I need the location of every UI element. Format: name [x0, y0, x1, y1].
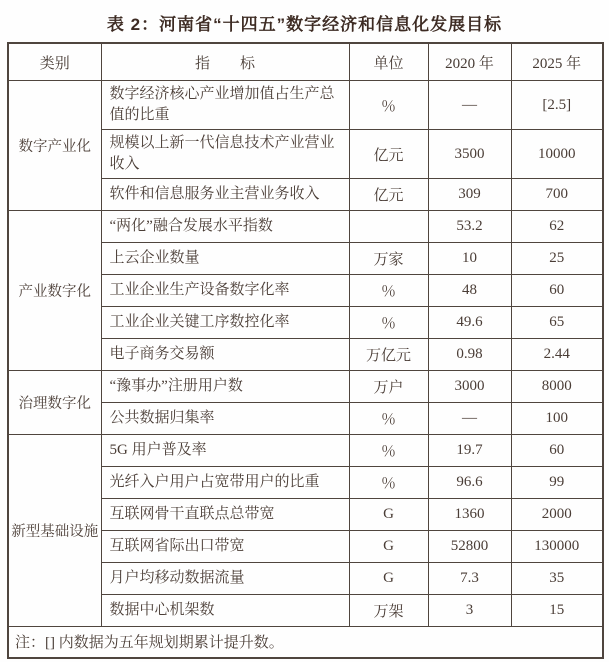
value-2025-cell: 2000: [511, 499, 603, 531]
indicator-cell: “豫事办”注册用户数: [101, 371, 349, 403]
table-row: [8, 435, 603, 467]
value-2020-cell: 3: [428, 595, 511, 627]
value-2020-cell: 53.2: [428, 211, 511, 243]
value-2025-cell: 60: [511, 435, 603, 467]
value-2020-cell: 49.6: [428, 307, 511, 339]
development-goals-table: [7, 42, 604, 659]
unit-cell: 亿元: [349, 130, 428, 179]
header-unit: 单位: [349, 43, 428, 81]
unit-cell: ％: [349, 307, 428, 339]
unit-cell: G: [349, 563, 428, 595]
footnote-text: 注：[] 内数据为五年规划期累计提升数。: [8, 627, 603, 658]
indicator-cell: 5G 用户普及率: [101, 435, 349, 467]
value-2020-cell: 3500: [428, 130, 511, 179]
value-2025-cell: 130000: [511, 531, 603, 563]
unit-cell: ％: [349, 81, 428, 130]
category-cell: 新型基础设施: [8, 435, 101, 627]
unit-cell: G: [349, 531, 428, 563]
value-2020-cell: 309: [428, 179, 511, 211]
value-2020-cell: 1360: [428, 499, 511, 531]
indicator-cell: 工业企业关键工序数控化率: [101, 307, 349, 339]
unit-cell: 万亿元: [349, 339, 428, 371]
value-2025-cell: 65: [511, 307, 603, 339]
table-body: [8, 81, 603, 627]
header-2020: 2020 年: [428, 43, 511, 81]
indicator-cell: 互联网骨干直联点总带宽: [101, 499, 349, 531]
value-2025-cell: 700: [511, 179, 603, 211]
value-2025-cell: 62: [511, 211, 603, 243]
category-cell: 数字产业化: [8, 81, 101, 211]
value-2020-cell: 0.98: [428, 339, 511, 371]
category-cell: 产业数字化: [8, 211, 101, 371]
value-2025-cell: 60: [511, 275, 603, 307]
indicator-cell: 数字经济核心产业增加值占生产总值的比重: [101, 81, 349, 130]
value-2025-cell: 25: [511, 243, 603, 275]
table-row: [8, 81, 603, 130]
footnote-row: [8, 627, 603, 658]
unit-cell: ％: [349, 403, 428, 435]
indicator-cell: 上云企业数量: [101, 243, 349, 275]
value-2025-cell: 100: [511, 403, 603, 435]
unit-cell: ％: [349, 467, 428, 499]
table-row: [8, 371, 603, 403]
category-cell: 治理数字化: [8, 371, 101, 435]
indicator-cell: 互联网省际出口带宽: [101, 531, 349, 563]
value-2020-cell: 96.6: [428, 467, 511, 499]
value-2020-cell: —: [428, 81, 511, 130]
unit-cell: 万架: [349, 595, 428, 627]
value-2020-cell: 3000: [428, 371, 511, 403]
value-2020-cell: 7.3: [428, 563, 511, 595]
header-category: 类别: [8, 43, 101, 81]
value-2020-cell: 19.7: [428, 435, 511, 467]
value-2025-cell: 8000: [511, 371, 603, 403]
indicator-cell: 工业企业生产设备数字化率: [101, 275, 349, 307]
table-row: [8, 211, 603, 243]
header-indicator: 指 标: [101, 43, 349, 81]
indicator-cell: 软件和信息服务业主营业务收入: [101, 179, 349, 211]
indicator-cell: 光纤入户用户占宽带用户的比重: [101, 467, 349, 499]
table-header-row: [8, 43, 603, 81]
header-2025: 2025 年: [511, 43, 603, 81]
indicator-cell: 公共数据归集率: [101, 403, 349, 435]
unit-cell: 亿元: [349, 179, 428, 211]
value-2025-cell: 99: [511, 467, 603, 499]
indicator-cell: 数据中心机架数: [101, 595, 349, 627]
value-2025-cell: 10000: [511, 130, 603, 179]
indicator-cell: 电子商务交易额: [101, 339, 349, 371]
value-2020-cell: 48: [428, 275, 511, 307]
value-2020-cell: 10: [428, 243, 511, 275]
indicator-cell: 规模以上新一代信息技术产业营业收入: [101, 130, 349, 179]
unit-cell: ％: [349, 435, 428, 467]
indicator-cell: “两化”融合发展水平指数: [101, 211, 349, 243]
unit-cell: 万户: [349, 371, 428, 403]
value-2020-cell: 52800: [428, 531, 511, 563]
value-2025-cell: 35: [511, 563, 603, 595]
unit-cell: G: [349, 499, 428, 531]
unit-cell: ％: [349, 275, 428, 307]
value-2025-cell: [2.5]: [511, 81, 603, 130]
unit-cell: 万家: [349, 243, 428, 275]
value-2020-cell: —: [428, 403, 511, 435]
unit-cell: [349, 211, 428, 243]
value-2025-cell: 2.44: [511, 339, 603, 371]
value-2025-cell: 15: [511, 595, 603, 627]
indicator-cell: 月户均移动数据流量: [101, 563, 349, 595]
table-title: 表 2：河南省“十四五”数字经济和信息化发展目标: [106, 15, 503, 34]
